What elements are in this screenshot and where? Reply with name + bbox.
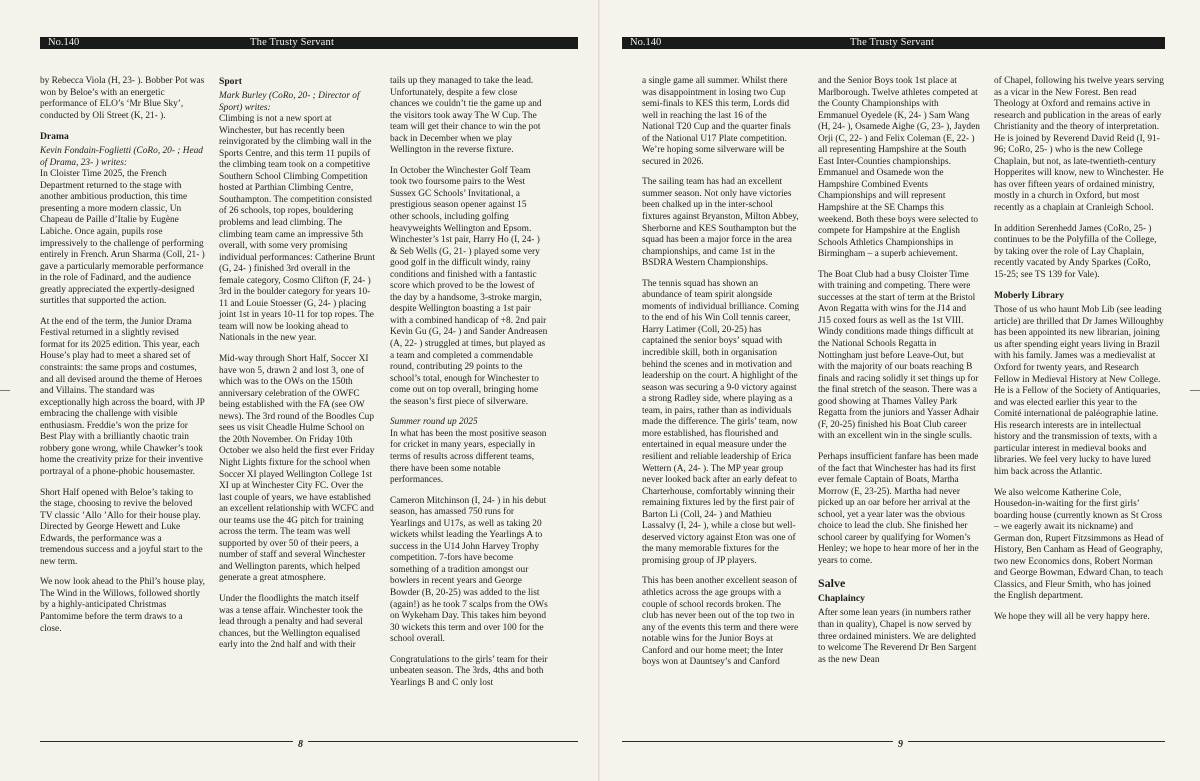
paragraph: At the end of the term, the Junior Drama Festival returned in a slightly revised format for its 2025 edition. This year, each House’s play had to meet a shared set of constraints: the same props and costumes, and all devised around the theme of Heroes and Villains. The standard was exceptionally high across the board, with JP embracing the challenge with visible enthusiasm. Freddie’s won the prize for Best Play with a brilliantly chaotic train robbery gone wrong, while Chawker’s took home the creativity prize for their inventive portrayal of a phone-phobic housemaster.	[40, 316, 205, 477]
paragraph: Cameron Mitchinson (I, 24- ) in his debut season, has amassed 750 runs for Yearlings and U17s, as well as taking 20 wickets whilst leading the Yearlings A to success in the U14 John Harvey Trophy competition. 7-fors have become something of a tradition amongst our bowlers in recent years and George Bowder (B, 20-25) was added to the list (again!) as he took 7 scalps from the OWs on Wykeham Day. This takes him beyond 30 wickets this term and over 100 for the school overall.	[390, 495, 548, 645]
section-heading-sport: Sport	[219, 76, 242, 87]
paragraph: We hope they will all be very happy here.	[994, 611, 1150, 622]
paragraph: of Chapel, following his twelve years serving as a vicar in the New Forest. Ben read Theology at Oxford and remains active in research and publication in the areas of early Christianity and the theory of interpretation. He is joined by Reverend David Reid (I, 91-96; CoRo, 25- ) who is the new College Chaplain, but not, as late-twentieth-century Hopperites will know, new to Winchester. He has over fifteen years of ordained ministry, mostly in a church in Oxford, but most recently as a chaplain at Cranleigh School.	[994, 76, 1164, 214]
paragraph: Mid-way through Short Half, Soccer XI have won 5, drawn 2 and lost 3, one of which was to the OWs on the 150th anniversary celebration of the OWFC being established with the FA (see OW news). The 3rd round of the Boodles Cup sees us visit Cheadle Hulme School on the 20th November. On Friday 10th October we also held the first ever Friday Night Lights fixture for the school when Soccer XI played Wellington College 1st XI up at Winchester City FC. Over the last couple of years, we have established an excellent relationship with WCFC and our teams use the 4G pitch for training across the term. The team was well supported by over 50 of their peers, a number of staff and several Winchester and Wellington parents, which helped generate a great atmosphere.	[219, 354, 375, 584]
paragraph: The tennis squad has shown an abundance of team spirit alongside moments of individual brilliance. Coming to the end of his Win Coll tennis career, Harry Latimer (Coll, 20-25) has captained the senior boys’ squad with incredible skill, both in organisation behind the scenes and in motivation and leadership on the court. A highlight of the season was securing a 9-0 victory against a strong Radley side, where playing as a team, in pairs, rather than as individuals made the difference. The girls’ team, now more established, has flourished and entertained in equal measure under the resilient and reliable leadership of Erica Wettern (A, 24- ). The MP year group never looked back after an early defeat to Charterhouse, comfortably winning their remaining fixtures led by the first pair of Barton Li (Coll, 24- ) and Mathieu Lassalvy (I, 24- ), while a close but well-deserved victory against Eton was one of the many memorable fixtures for the promising group of JP players.	[642, 278, 800, 566]
page-number: 8	[293, 739, 308, 751]
left-column-3	[390, 76, 548, 698]
paragraph: Climbing is not a new sport at Winchester, but has recently been reinvigorated by the climbing wall in the Sports Centre, and this term 11 pupils of the climbing team took on a competitive Southern School Climbing Competition hosted at Parthian Climbing Centre, Southampton. The competition consisted of 26 schools, top ropes, bouldering problems and lead climbing. The climbing team came an impressive 5th overall, with some very promising individual performances: Catherine Brunt (G, 24- ) finished 3rd overall in the female category, Cosmo Clifton (F, 24- ) 3rd in the boulder category for years 10-11 and Louie Stoesser (G, 24- ) placing joint 1st in years 10-11 for top ropes. The team will now be looking ahead to Nationals in the new year.	[219, 114, 375, 344]
left-running-header	[40, 37, 578, 49]
paragraph: tails up they managed to take the lead. Unfortunately, despite a few close chances we couldn’t tie the game up and the visitors took away The W Cup. The team will get their chance to win the pot back in December when we play Wellington in the reverse fixture.	[390, 76, 542, 156]
crop-mark	[0, 390, 10, 391]
left-column-2	[219, 76, 375, 661]
right-column-1	[642, 76, 799, 678]
right-running-header	[622, 37, 1165, 49]
drama-byline: Kevin Fondain-Foglietti (CoRo, 20- ; Head of Drama, 23- ) writes:	[40, 146, 203, 168]
paragraph: The Boat Club had a busy Cloister Time with training and competing. There were successes at the start of term at the Bristol Avon Regatta with wins for the J14 and J15 coxed fours as well as the 1st VIII. Windy conditions made things difficult at the National Schools Regatta in Nottingham just before Leave-Out, but with the majority of our boats reaching B finals and racing solidly it set things up for the final stretch of the season. There was a good showing at Thames Valley Park Regatta from the juniors and Yasser Adhair (F, 20-25) finished his Boat Club career with an excellent win in the single sculls.	[818, 269, 980, 442]
paragraph: Under the floodlights the match itself was a tense affair. Winchester took the lead through a penalty and had several chances, but the Wellington equalised early into the 2nd half and with their	[219, 593, 363, 651]
paragraph: In what has been the most positive season for cricket in many years, especially in terms of results across different teams, there have been some notable performances.	[390, 428, 547, 486]
footer-rule	[40, 741, 578, 742]
page-number: 9	[893, 739, 908, 751]
paragraph: and the Senior Boys took 1st place at Marlborough. Twelve athletes competed at the County Championships with Emmanuel Oyedele (K, 24- ) Sam Wang (H, 24- ), Osamede Aighe (G, 23- ), Jayden Orji (C, 22- ) and Felix Coleman (E, 22- ) all representing Hampshire at the South East Inter-Counties championships. Emmanuel and Osamede won the Hampshire Combined Events Championships and will represent Hampshire at the SE Champs this weekend. Both these boys were selected to compete for Hampshire at the English Schools Athletics Championships in Birmingham – a superb achievement.	[818, 76, 980, 260]
left-column-1	[40, 76, 205, 644]
sport-byline: Mark Burley (CoRo, 20- ; Director of Sport) writes:	[219, 91, 360, 113]
section-heading-drama: Drama	[40, 131, 69, 143]
paragraph: In addition Serenhedd James (CoRo, 25- ) continues to be the Polyfilla of the College, by taking over the role of Lay Chaplain, recently vacated by Andy Sparkes (CoRo, 15-25; see TS 139 for Vale).	[994, 223, 1157, 280]
crop-mark	[1190, 390, 1200, 391]
paragraph: We now look ahead to the Phil’s house play, The Wind in the Willows, followed shortly by a highly-anticipated Christmas Pantomime before the term draws to a close.	[40, 577, 205, 634]
section-heading-chaplaincy: Chaplaincy	[818, 593, 865, 605]
paragraph: In October the Winchester Golf Team took two foursome pairs to the West Sussex GC Schools’ Invitational, a prestigious season opener against 15 other schools, including golfing heavyweights Wellington and Epsom. Winchester’s 1st pair, Harry Ho (I, 24- ) & Seb Wells (G, 21- ) played some very good golf in the difficult windy, rainy conditions and finished with a fantastic score which proved to be the lowest of the day by a handsome, 3-stroke margin, despite Wellington boasting a 1st pair with a combined handicap of +8. 2nd pair Kevin Gu (G, 24- ) and Sander Andreasen (A, 22- ) struggled at times, but played as a team and completed a commendable round, contributing 29 points to the school’s total, enough for Winchester to come out on top overall, bringing home the season’s first piece of silverware.	[390, 165, 548, 407]
section-heading-salve: Salve	[818, 576, 846, 591]
paragraph: The sailing team has had an excellent summer season. Not only have victories been chalked up in the inter-school fixtures against Bryanston, Milton Abbey, Sherborne and KES Southampton but the squad has been a major force in the area championships, and came 1st in the BSDRA Western Championships.	[642, 177, 799, 269]
paragraph: Short Half opened with Beloe’s taking to the stage, choosing to revive the beloved TV classic ’Allo ’Allo for their house play. Directed by George Hewett and Luke Edwards, the performance was a tremendous success and a joyful start to the new term.	[40, 487, 203, 567]
section-heading-moberly-library: Moberly Library	[994, 290, 1065, 302]
magazine-title: The Trusty Servant	[850, 37, 935, 48]
paragraph: Those of us who haunt Mob Lib (see leading article) are thrilled that Dr James Willoughby has been appointed its new librarian, joining us after spending eight years living in Brazil with his family. James was a medievalist at Oxford for twenty years, and Research Fellow in Medieval History at New College. He is a Fellow of the Society of Antiquaries, and was elected earlier this year to the Comité international de paléographie latine. His research interests are in intellectual history and the transmission of texts, with a particular interest in medieval books and libraries. We feel very lucky to have lured him back across the Atlantic.	[994, 305, 1164, 477]
paragraph: by Rebecca Viola (H, 23- ). Bobber Pot was won by Beloe’s with an energetic performance of ELO’s ‘Mr Blue Sky’, conducted by Oli Street (K, 21- ).	[40, 76, 205, 121]
paragraph: a single game all summer. Whilst there was disappointment in losing two Cup semi-finals to KES this term, Lords did well in reaching the last 16 of the National T20 Cup and the quarter finals of the National U17 Plate competition. We’re hoping some silverware will be secured in 2026.	[642, 76, 791, 167]
right-column-2	[818, 76, 980, 675]
magazine-title: The Trusty Servant	[250, 37, 335, 48]
paragraph: After some lean years (in numbers rather than in quality), Chapel is now served by three ordained ministers. We are delighted to welcome The Reverend Dr Ben Sargent as the new Dean	[818, 608, 977, 665]
issue-number: No.140	[48, 37, 80, 48]
paragraph: Perhaps insufficient fanfare has been made of the fact that Winchester has had its first ever female Captain of Boats, Martha Morrow (E, 23-25). Martha had never picked up an oar before her arrival at the school, yet a year later was the obvious choice to lead the club. She finished her school career by qualifying for Women’s Henley; we hope to hear more of her in the years to come.	[818, 451, 979, 566]
paragraph: Congratulations to the girls’ team for their unbeaten season. The 3rds, 4ths and both Yearlings B and C only lost	[390, 654, 548, 688]
summer-roundup-heading: Summer round up 2025	[390, 417, 478, 428]
paragraph: We also welcome Katherine Cole, Housedon-in-waiting for the first girls’ boarding house (currently known as St Cross – we eagerly await its nickname) and German don, Rupert Fitzsimmons as Head of History, Ben Canham as Head of Geography, two new Economics dons, Robert Norman and George Bowman, Edward Chan, to teach Classics, and Fleur Smith, who has joined the English department.	[994, 487, 1164, 602]
issue-number: No.140	[630, 37, 662, 48]
right-column-3	[994, 76, 1164, 633]
paragraph: In Cloister Time 2025, the French Department returned to the stage with another ambitious production, this time presenting a more modern classic, Un Chapeau de Paille d’Italie by Eugène Labiche. Once again, pupils rose impressively to the challenge of performing entirely in French. Arun Sharma (Coll, 21- ) gave a particularly memorable performance in the role of Fadinard, and the audience greatly appreciated the expertly-designed surtitles that supported the action.	[40, 169, 205, 307]
paragraph: This has been another excellent season of athletics across the age groups with a couple of school records broken. The club has never been out of the top two in any of the events this term and there were notable wins for the Junior Boys at Canford and our home meet; the Inter boys won at Dauntsey’s and Canford	[642, 576, 799, 668]
